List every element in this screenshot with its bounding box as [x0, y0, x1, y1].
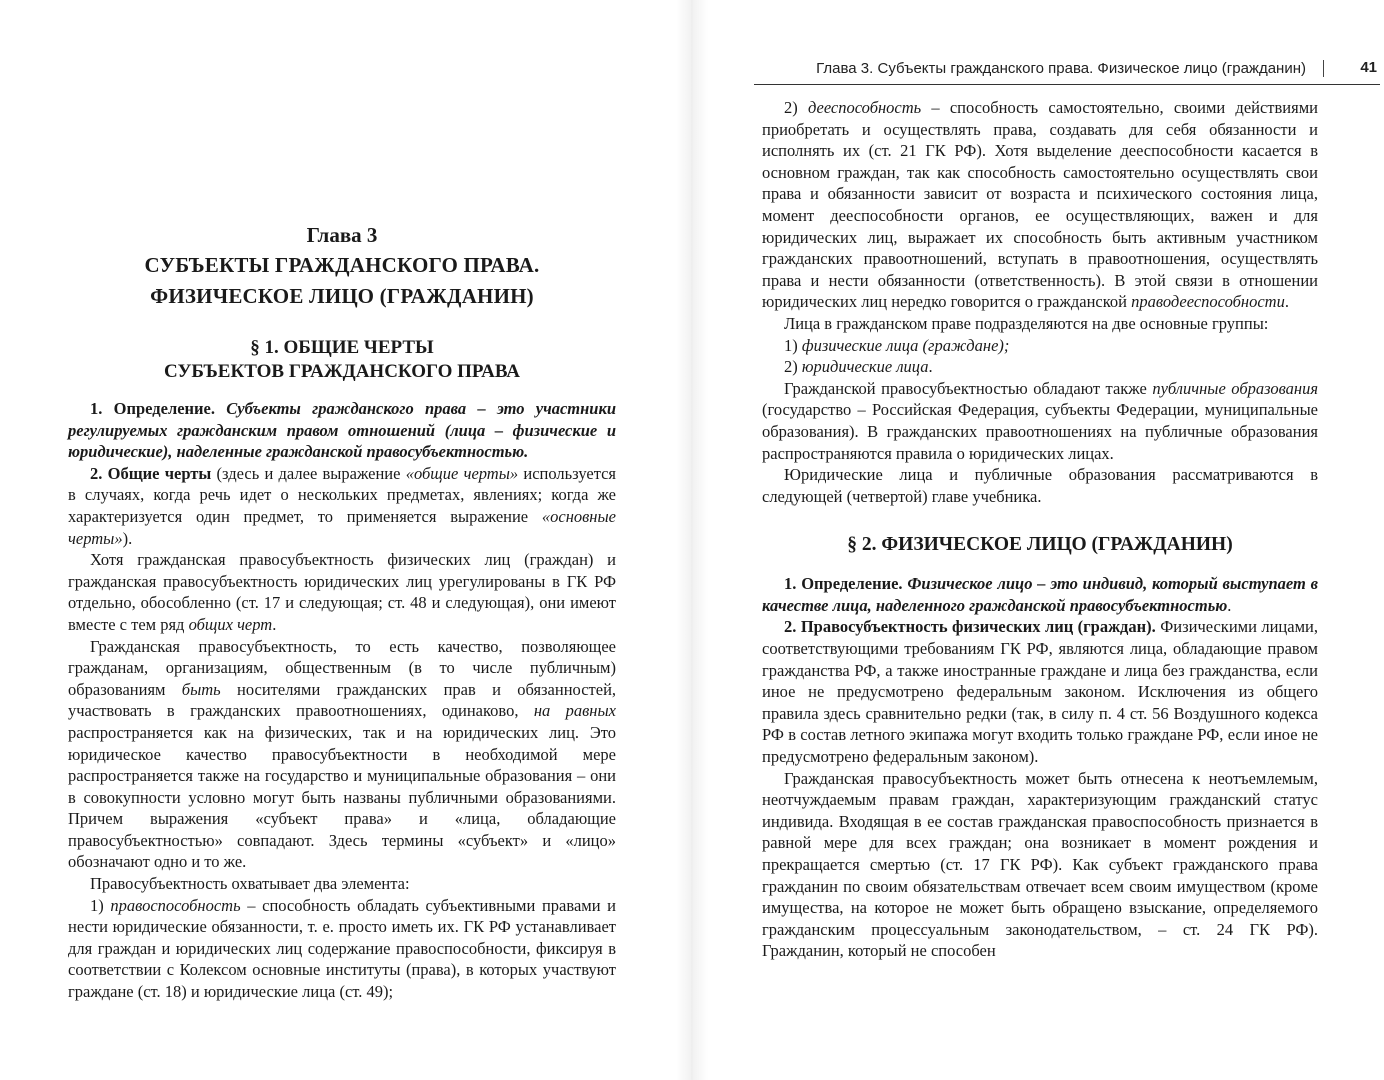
italic-run: праводееспособности: [1131, 292, 1285, 312]
definition-text: Физическое лицо – это индивид, который выступает в качестве лица, наделенного гражданской правосубъектностью: [762, 574, 1319, 615]
running-head: [754, 58, 1380, 85]
text-run: используется в случаях, когда речь идет о нескольких предметах, явлениях; когда же характеризуется один предмет, то применяется выражение: [68, 463, 617, 526]
text-run: Гражданской правосубъектностью обладают также: [784, 378, 1147, 398]
paragraph-next-chapter: Юридические лица и публичные образования рассматриваются в следующей (четвертой) главе учебника.: [762, 465, 1318, 506]
italic-run: «основные черты»: [68, 506, 616, 548]
text-run: .: [928, 357, 933, 377]
text-run: – способность самостоятельно, своими действиями приобретать и осуществлять права, создавать для себя обязанности и исполнять их (ст. 21 ГК РФ). Хотя выделение дееспособности касается в основном граждан, так как способность самостоятельно осуществлять свои права и обязанности зависит от возраста и психического состояния лица, момент дееспособности органов, ее осуществляющих, важен и для юридических лиц, выражает их способность быть активным участником гражданских правоотношений, вступать в правоотношения, осуществлять права и нести обязанности (ответственность). В этой связи в отношении юридических лиц нередко говорится о гражданской: [762, 98, 1318, 312]
paragraph-public-entities: [762, 378, 1318, 464]
italic-run: публичные образования: [1152, 378, 1318, 398]
italic-run: юридические лица: [801, 357, 929, 377]
paragraph-legal-capacity: [68, 895, 616, 1003]
text-run: .: [1227, 595, 1232, 615]
italic-run: дееспособность: [807, 98, 922, 117]
italic-run: быть: [181, 679, 221, 699]
list-number: 2): [784, 357, 798, 377]
right-page-text: [762, 97, 1318, 962]
text-run: носителями гражданских прав и обязанностей, участвовать в гражданских правоотношениях, одинаково,: [68, 679, 617, 721]
italic-run: «общие черты»: [405, 463, 519, 483]
common-features-lead: 2. Общие черты: [90, 463, 212, 483]
definition-lead: 1. Определение.: [90, 399, 215, 418]
left-page-text: [68, 220, 616, 1003]
definition-text: Субъекты гражданского права – это участники регулируемых гражданским правом отношений (лица – физические и юридические), наделенные гражданской правосубъектностью.: [68, 399, 617, 462]
definition-lead: 1. Определение.: [784, 574, 903, 594]
text-run: .: [272, 614, 277, 634]
text-run: Хотя гражданская правосубъектность физических лиц (граждан) и гражданская правосубъектность юридических лиц урегулированы в ГК РФ отдельно, обособленно (ст. 17 и следующая; ст. 48 и следующая), они имеют вместе с тем ряд: [68, 550, 616, 634]
paragraph-groups-intro: Лица в гражданском праве подразделяются на две основные группы:: [784, 313, 1269, 333]
paragraph-individual-legal-personality: [762, 616, 1318, 767]
list-item-individuals: [762, 335, 1318, 357]
running-head-separator: [1323, 60, 1324, 77]
text-run: Гражданская правосубъектность, то есть качество, позволяющее гражданам, организациям, общественным (в то числе публичным) образованиям: [68, 636, 616, 699]
chapter-title-line-2: ФИЗИЧЕСКОЕ ЛИЦО (ГРАЖДАНИН): [150, 284, 534, 308]
italic-run: на равных: [533, 701, 616, 721]
paragraph-lead: 2. Правосубъектность физических лиц (граждан).: [784, 617, 1156, 637]
book-gutter-shadow: [676, 0, 708, 1080]
text-run: (государство – Российская Федерация, субъекты Федерации, муниципальные образования). В гражданских правоотношениях на публичные образования распространяются правила о юридических лицах.: [762, 400, 1318, 463]
italic-run: физические лица (граждане);: [801, 335, 1010, 355]
right-page: [692, 0, 1384, 1080]
italic-run: общих черт: [188, 614, 273, 634]
chapter-label: Глава 3: [306, 223, 378, 247]
text-run: Физическими лицами, соответствующими требованиям ГК РФ, являются лица, обладающие правом гражданства РФ, а также иностранные граждане и лица без гражданства, если иное не предусмотрено федеральным законом. Исключения из общего правила здесь сравнительно редки (так, в силу п. 4 ст. 56 Воздушного кодекса РФ в состав летного экипажа могут входить только граждане РФ, если иное не предусмотрено федеральным законом).: [762, 617, 1318, 767]
text-run: (здесь и далее выражение: [216, 463, 401, 483]
text-run: распространяется как на физических, так и на юридических лиц. Это юридическое качество правосубъектности в необходимой мере распространяется также на государство и муниципальные образования – они в совокупности условно могут быть названы публичными образованиями. Причем выражения «субъект права» и «лица, обладающие правосубъектностью» совпадают. Здесь термины «субъект» и «лицо» обозначают одно и то же.: [68, 722, 616, 872]
text-run: – способность обладать субъективными правами и нести юридические обязанности, т. е. просто иметь их. ГК РФ устанавливает для граждан и юридических лиц содержание правоспособности, фиксируя в соответствии с Колексом основные институты (права), в которых участвуют граждане (ст. 18) и юридические лица (ст. 49);: [68, 895, 617, 1002]
list-number: 1): [784, 335, 798, 355]
paragraph-civil-legal-personality: [68, 636, 616, 874]
list-number: 1): [90, 895, 104, 915]
paragraph-capacity-to-act: [762, 97, 1318, 313]
paragraph-definition: [68, 398, 616, 463]
chapter-heading: [68, 220, 616, 312]
paragraph-two-elements: Правосубъектность охватывает два элемента:: [90, 874, 410, 894]
page-number: 41: [1360, 59, 1377, 76]
paragraph-common-features: [68, 463, 616, 549]
text-run: .: [1284, 292, 1289, 312]
list-item-legal-entities: [762, 356, 1318, 378]
list-number: 2): [784, 98, 798, 117]
paragraph-individual-definition: [762, 573, 1318, 616]
section-1-title-line-2: СУБЪЕКТОВ ГРАЖДАНСКОГО ПРАВА: [163, 361, 521, 382]
chapter-title-line-1: СУБЪЕКТЫ ГРАЖДАНСКОГО ПРАВА.: [144, 253, 540, 277]
text-run: ).: [122, 528, 133, 548]
section-1-title-line-1: § 1. ОБЩИЕ ЧЕРТЫ: [250, 337, 434, 358]
italic-run: правоспособность: [110, 895, 241, 915]
paragraph-inalienable-rights: Гражданская правосубъектность может быть отнесена к неотъемлемым, неотчуждаемым правам граждан, характеризующим гражданский статус индивида. Входящая в ее состав гражданская правоспособность признается в равной мере для всех граждан; она возникает в момент рождения и прекращается смертью (ст. 17 ГК РФ). Как субъект гражданского права гражданин по своим обязательствам отвечает всем своим имуществом (кроме имущества, на которое не может быть обращено взыскание, определяемого гражданским процессуальным законодательством, – ст. 24 ГК РФ). Гражданин, который не способен: [762, 768, 1318, 961]
running-head-title: Глава 3. Субъекты гражданского права. Физическое лицо (гражданин): [816, 60, 1306, 77]
paragraph-legal-capacity-regulation: [68, 549, 616, 635]
section-2-heading: § 2. ФИЗИЧЕСКОЕ ЛИЦО (ГРАЖДАНИН): [847, 534, 1233, 556]
section-1-heading: [68, 336, 616, 384]
